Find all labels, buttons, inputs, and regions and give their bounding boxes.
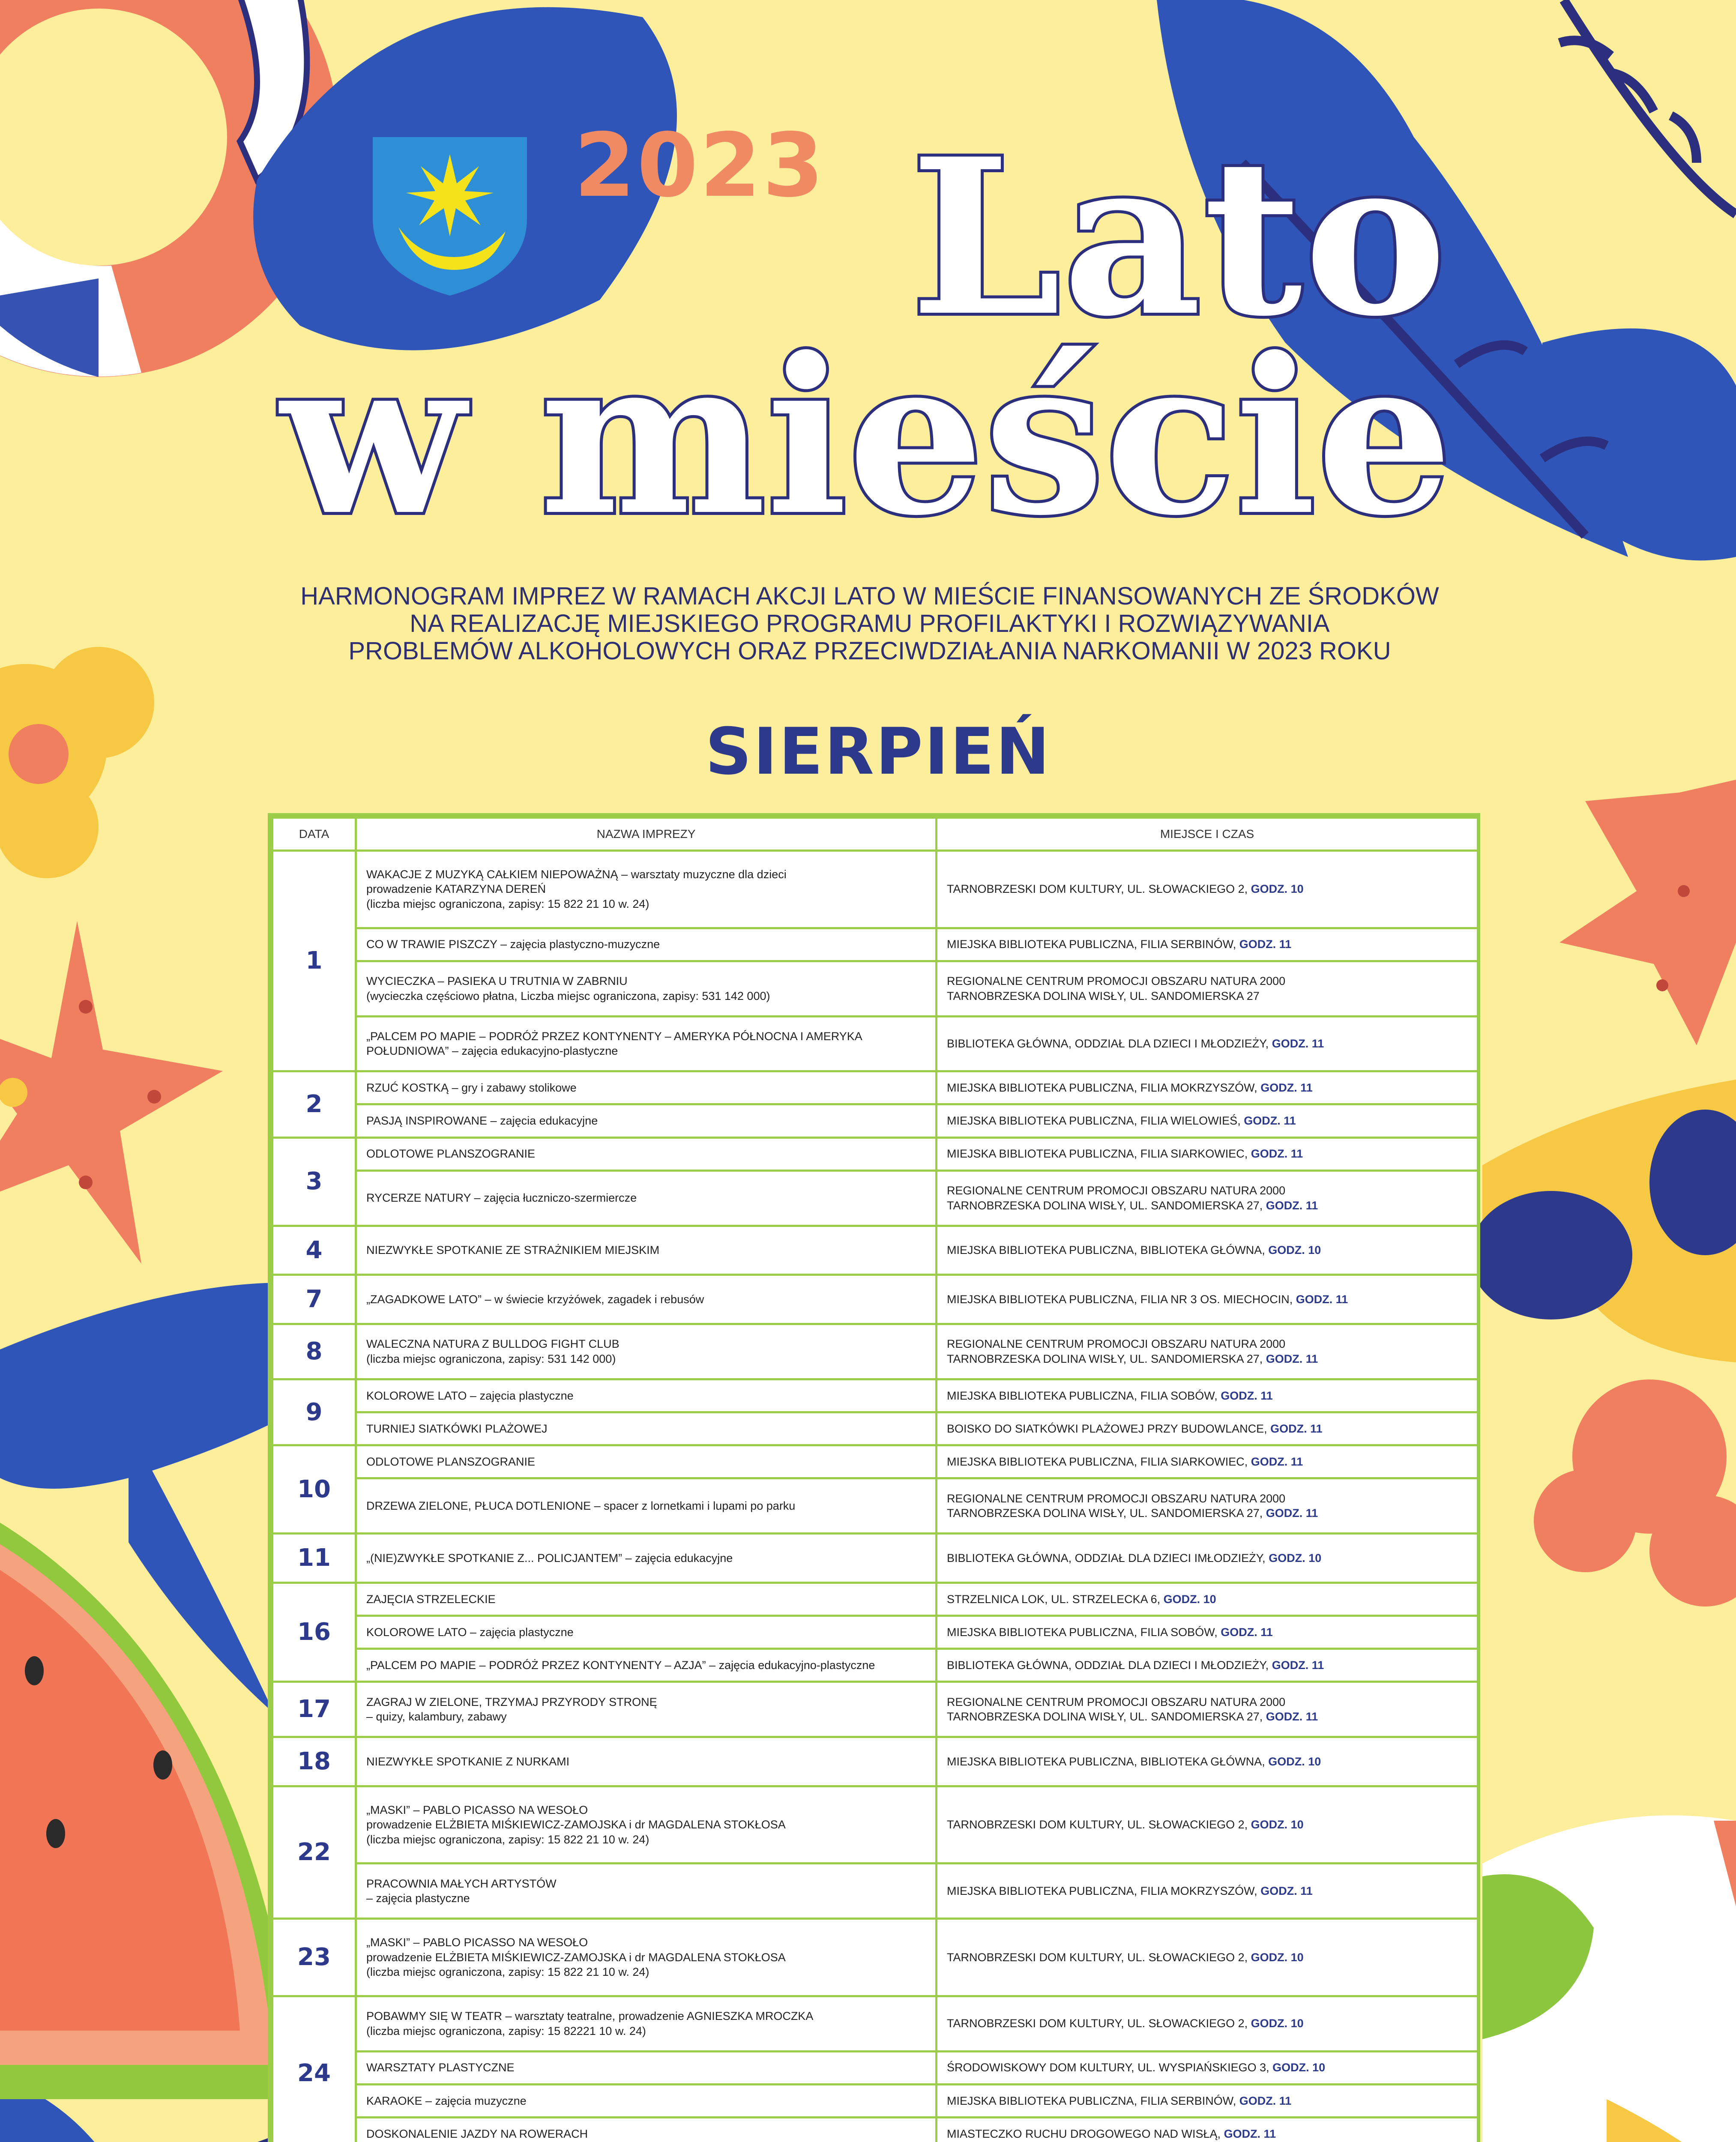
event-place-line-wrap	[947, 1352, 1467, 1367]
event-place-line-wrap	[947, 1036, 1467, 1051]
event-time: GODZ. 11	[1266, 1352, 1318, 1365]
table-row	[272, 1016, 1478, 1071]
event-name-line: ODLOTOWE PLANSZOGRANIE	[366, 1147, 536, 1161]
event-name-cell	[356, 1275, 937, 1324]
event-name-line: prowadzenie ELŻBIETA MIŚKIEWICZ-ZAMOJSKA i dr MAGDALENA STOKŁOSA	[366, 1951, 786, 1964]
starfish-icon	[1559, 780, 1736, 1045]
event-name-line: PRACOWNIA MAŁYCH ARTYSTÓW	[366, 1877, 557, 1890]
event-time: GODZ. 10	[1268, 1755, 1321, 1768]
event-name-line: ODLOTOWE PLANSZOGRANIE	[366, 1455, 536, 1468]
table-row	[272, 928, 1478, 961]
table-row	[272, 1324, 1478, 1379]
event-time: GODZ. 11	[1272, 1658, 1324, 1672]
table-row	[272, 1864, 1478, 1919]
event-place-line: ŚRODOWISKOWY DOM KULTURY, UL. WYSPIAŃSKIEGO 3,	[947, 2061, 1269, 2074]
event-time: GODZ. 10	[1272, 2061, 1326, 2074]
event-place-cell	[937, 1226, 1478, 1275]
event-name-line: POBAWMY SIĘ W TEATR – warsztaty teatralne, prowadzenie AGNIESZKA MROCZKA	[366, 2010, 814, 2023]
event-place-cell	[937, 1616, 1478, 1649]
event-place-line-wrap	[947, 1506, 1467, 1521]
event-place-line: TARNOBRZESKA DOLINA WISŁY, UL. SANDOMIERSKA 27,	[947, 1352, 1263, 1365]
event-place-cell	[937, 961, 1478, 1016]
event-date: 24	[272, 1996, 356, 2142]
table-row	[272, 1379, 1478, 1412]
event-place-line-wrap	[947, 1950, 1467, 1965]
beach-ball-icon	[1482, 1816, 1736, 2142]
event-place-line-wrap	[947, 1884, 1467, 1899]
event-name-line: KOLOROWE LATO – zajęcia plastyczne	[366, 1389, 574, 1402]
event-place-line: MIEJSKA BIBLIOTEKA PUBLICZNA, FILIA SIARKOWIEC,	[947, 1147, 1248, 1161]
event-name-cell	[356, 1104, 937, 1137]
event-place-line: MIEJSKA BIBLIOTEKA PUBLICZNA, BIBLIOTEKA GŁÓWNA,	[947, 1755, 1265, 1768]
event-place-line-wrap	[947, 1592, 1467, 1607]
event-date: 3	[272, 1137, 356, 1226]
event-place-line: TARNOBRZESKA DOLINA WISŁY, UL. SANDOMIERSKA 27,	[947, 1507, 1263, 1520]
event-name-cell	[356, 961, 937, 1016]
event-name-line: NIEZWYKŁE SPOTKANIE Z NURKAMI	[366, 1755, 570, 1768]
event-name-line: PASJĄ INSPIROWANE – zajęcia edukacyjne	[366, 1114, 598, 1128]
event-place-cell	[937, 1379, 1478, 1412]
event-place-line: TARNOBRZESKI DOM KULTURY, UL. SŁOWACKIEGO 2,	[947, 1951, 1248, 1964]
event-place-line: MIEJSKA BIBLIOTEKA PUBLICZNA, FILIA MOKRZYSZÓW,	[947, 1885, 1257, 1898]
event-place-cell	[937, 1864, 1478, 1919]
table-row	[272, 1583, 1478, 1615]
event-time: GODZ. 11	[1221, 1625, 1273, 1639]
event-name-line: ZAGRAJ W ZIELONE, TRZYMAJ PRZYRODY STRONĘ	[366, 1695, 657, 1708]
event-date: 9	[272, 1379, 356, 1445]
event-name-cell	[356, 1478, 937, 1534]
table-row	[272, 1682, 1478, 1737]
event-place-cell	[937, 1137, 1478, 1170]
sunglasses-icon	[1470, 1080, 1736, 1362]
event-name-cell	[356, 1137, 937, 1170]
table-row	[272, 1170, 1478, 1226]
subtitle-line: HARMONOGRAM IMPREZ W RAMACH AKCJI LATO W MIEŚCIE FINANSOWANYCH ZE ŚRODKÓW	[300, 582, 1439, 610]
month-heading: SIERPIEŃ	[705, 715, 1051, 789]
event-name-line: RZUĆ KOSTKĄ – gry i zabawy stolikowe	[366, 1081, 577, 1095]
event-place-line: MIEJSKA BIBLIOTEKA PUBLICZNA, FILIA NR 3 OS. MIECHOCIN,	[947, 1292, 1293, 1306]
event-place-cell	[937, 1649, 1478, 1682]
event-name-cell	[356, 2117, 937, 2142]
event-place-line-wrap	[947, 1198, 1467, 1213]
event-time: GODZ. 11	[1266, 1199, 1318, 1212]
event-name-line: POŁUDNIOWA” – zajęcia edukacyjno-plastyczne	[366, 1044, 618, 1058]
event-time: GODZ. 10	[1268, 1244, 1321, 1257]
event-place-line: MIEJSKA BIBLIOTEKA PUBLICZNA, BIBLIOTEKA GŁÓWNA,	[947, 1244, 1265, 1257]
event-place-cell	[937, 2117, 1478, 2142]
event-name-line: WALECZNA NATURA Z BULLDOG FIGHT CLUB	[366, 1337, 620, 1351]
event-name-cell	[356, 1445, 937, 1478]
event-name-line: „PALCEM PO MAPIE – PODRÓŻ PRZEZ KONTYNENTY – AZJA” – zajęcia edukacyjno-plastyczne	[366, 1658, 875, 1672]
event-place-cell	[937, 1016, 1478, 1071]
flower-icon	[0, 647, 154, 878]
event-place-line-wrap	[947, 1658, 1467, 1673]
watermelon-icon	[0, 1512, 300, 2099]
event-time: GODZ. 11	[1266, 1507, 1318, 1520]
table-row	[272, 1071, 1478, 1104]
event-time: GODZ. 11	[1270, 1422, 1323, 1435]
flower-icon	[1534, 1379, 1736, 1606]
event-place-line: BIBLIOTEKA GŁÓWNA, ODDZIAŁ DLA DZIECI I MŁODZIEŻY,	[947, 1658, 1269, 1672]
event-place-line: REGIONALNE CENTRUM PROMOCJI OBSZARU NATURA 2000	[947, 1184, 1286, 1197]
event-name-line: TURNIEJ SIATKÓWKI PLAŻOWEJ	[366, 1422, 548, 1435]
event-name-line: (liczba miejsc ograniczona, zapisy: 15 82221 10 w. 24)	[366, 2024, 646, 2037]
event-place-line: MIEJSKA BIBLIOTEKA PUBLICZNA, FILIA SERBINÓW,	[947, 938, 1236, 951]
event-place-line-wrap	[947, 2016, 1467, 2031]
event-place-line: MIEJSKA BIBLIOTEKA PUBLICZNA, FILIA SERBINÓW,	[947, 2094, 1236, 2107]
event-place-line: REGIONALNE CENTRUM PROMOCJI OBSZARU NATURA 2000	[947, 1695, 1286, 1708]
subtitle-line: NA REALIZACJĘ MIEJSKIEGO PROGRAMU PROFILAKTYKI I ROZWIĄZYWANIA	[410, 610, 1330, 637]
event-name-cell	[356, 1616, 937, 1649]
event-time: GODZ. 11	[1239, 2094, 1292, 2107]
event-time: GODZ. 10	[1251, 883, 1304, 896]
event-date: 1	[272, 851, 356, 1071]
event-date: 4	[272, 1226, 356, 1275]
column-header-date: DATA	[272, 818, 356, 851]
event-place-line: TARNOBRZESKI DOM KULTURY, UL. SŁOWACKIEGO 2,	[947, 883, 1248, 896]
table-row	[272, 1534, 1478, 1583]
table-header-row	[272, 818, 1478, 851]
event-place-cell	[937, 1071, 1478, 1104]
event-name-line: (wycieczka częściowo płatna, Liczba miejsc ograniczona, zapisy: 531 142 000)	[366, 989, 770, 1002]
event-time: GODZ. 10	[1251, 1951, 1304, 1964]
event-name-cell	[356, 1583, 937, 1615]
table-row	[272, 851, 1478, 928]
event-time: GODZ. 10	[1269, 1551, 1322, 1565]
event-name-cell	[356, 1919, 937, 1996]
event-place-line: REGIONALNE CENTRUM PROMOCJI OBSZARU NATURA 2000	[947, 975, 1286, 988]
event-place-line: BIBLIOTEKA GŁÓWNA, ODDZIAŁ DLA DZIECI IMŁODZIEŻY,	[947, 1551, 1266, 1565]
event-name-cell	[356, 2084, 937, 2117]
event-date: 10	[272, 1445, 356, 1534]
event-name-cell	[356, 1016, 937, 1071]
event-time: GODZ. 10	[1251, 1818, 1304, 1831]
event-place-line: MIEJSKA BIBLIOTEKA PUBLICZNA, FILIA SOBÓW,	[947, 1389, 1218, 1402]
column-header-event: NAZWA IMPREZY	[356, 818, 937, 851]
event-name-line: „MASKI” – PABLO PICASSO NA WESOŁO	[366, 1803, 588, 1816]
table-row	[272, 1996, 1478, 2051]
event-name-cell	[356, 1379, 937, 1412]
event-place-cell	[937, 2051, 1478, 2084]
event-time: GODZ. 11	[1244, 1114, 1296, 1128]
event-name-line: DOSKONALENIE JAZDY NA ROWERACH	[366, 2127, 588, 2140]
event-time: GODZ. 10	[1163, 1592, 1216, 1606]
event-place-line: TARNOBRZESKI DOM KULTURY, UL. SŁOWACKIEGO 2,	[947, 1818, 1248, 1831]
event-time: GODZ. 11	[1296, 1292, 1348, 1306]
event-place-line-wrap	[947, 1421, 1467, 1436]
event-time: GODZ. 11	[1260, 1081, 1313, 1095]
event-time: GODZ. 11	[1272, 1037, 1324, 1050]
event-time: GODZ. 11	[1266, 1710, 1318, 1723]
event-place-cell	[937, 1786, 1478, 1864]
table-row	[272, 1649, 1478, 1682]
event-name-line: CO W TRAWIE PISZCZY – zajęcia plastyczno-muzyczne	[366, 938, 660, 951]
table-row	[272, 1104, 1478, 1137]
event-place-line-wrap	[947, 1551, 1467, 1566]
event-name-line: (liczba miejsc ograniczona, zapisy: 15 822 21 10 w. 24)	[366, 1965, 650, 1979]
event-place-cell	[937, 1478, 1478, 1534]
schedule-table-container	[268, 813, 1480, 2142]
subtitle	[300, 583, 1440, 665]
event-place-line-wrap	[947, 1080, 1467, 1095]
event-place-line-wrap	[947, 1709, 1467, 1724]
table-row	[272, 1786, 1478, 1864]
event-name-cell	[356, 1864, 937, 1919]
event-place-line-wrap	[947, 2060, 1467, 2075]
table-row	[272, 1275, 1478, 1324]
event-time: GODZ. 11	[1251, 1147, 1303, 1161]
event-place-cell	[937, 1996, 1478, 2051]
event-name-cell	[356, 1682, 937, 1737]
event-date: 8	[272, 1324, 356, 1379]
event-place-line-wrap	[947, 1113, 1467, 1128]
subtitle-line: PROBLEMÓW ALKOHOLOWYCH ORAZ PRZECIWDZIAŁANIA NARKOMANII W 2023 ROKU	[348, 637, 1391, 665]
event-place-line-wrap	[947, 1292, 1467, 1307]
event-place-line: REGIONALNE CENTRUM PROMOCJI OBSZARU NATURA 2000	[947, 1492, 1286, 1505]
event-date: 17	[272, 1682, 356, 1737]
event-name-cell	[356, 851, 937, 928]
event-place-cell	[937, 928, 1478, 961]
event-name-cell	[356, 2051, 937, 2084]
column-header-place: MIEJSCE I CZAS	[937, 818, 1478, 851]
event-time: GODZ. 10	[1251, 2017, 1304, 2030]
event-place-line-wrap	[947, 1625, 1467, 1640]
event-place-line: MIEJSKA BIBLIOTEKA PUBLICZNA, FILIA WIELOWIEŚ,	[947, 1114, 1241, 1128]
table-row	[272, 1412, 1478, 1445]
event-name-cell	[356, 1412, 937, 1445]
event-name-line: DRZEWA ZIELONE, PŁUCA DOTLENIONE – spacer z lornetkami i lupami po parku	[366, 1499, 796, 1512]
table-row	[272, 1478, 1478, 1534]
event-name-cell	[356, 1226, 937, 1275]
event-place-cell	[937, 1534, 1478, 1583]
event-name-line: „PALCEM PO MAPIE – PODRÓŻ PRZEZ KONTYNENTY – AMERYKA PÓŁNOCNA I AMERYKA	[366, 1029, 862, 1043]
event-place-line: TARNOBRZESKA DOLINA WISŁY, UL. SANDOMIERSKA 27,	[947, 1710, 1263, 1723]
event-place-line: TARNOBRZESKA DOLINA WISŁY, UL. SANDOMIERSKA 27,	[947, 1199, 1263, 1212]
event-place-line: TARNOBRZESKI DOM KULTURY, UL. SŁOWACKIEGO 2,	[947, 2017, 1248, 2030]
event-name-cell	[356, 1071, 937, 1104]
event-place-line-wrap	[947, 882, 1467, 897]
event-name-cell	[356, 1649, 937, 1682]
event-place-line-wrap	[947, 1388, 1467, 1403]
event-name-line: – zajęcia plastyczne	[366, 1892, 470, 1905]
event-name-cell	[356, 1737, 937, 1786]
event-date: 11	[272, 1534, 356, 1583]
event-place-line-wrap	[947, 2094, 1467, 2109]
table-row	[272, 1226, 1478, 1275]
table-row	[272, 1737, 1478, 1786]
table-row	[272, 961, 1478, 1016]
event-name-cell	[356, 1534, 937, 1583]
event-name-cell	[356, 928, 937, 961]
title-line-1: Lato	[910, 112, 1449, 363]
event-place-line: MIEJSKA BIBLIOTEKA PUBLICZNA, FILIA SIARKOWIEC,	[947, 1455, 1248, 1468]
event-place-cell	[937, 2084, 1478, 2117]
event-place-line: MIASTECZKO RUCHU DROGOWEGO NAD WISŁĄ,	[947, 2127, 1221, 2140]
event-place-cell	[937, 1104, 1478, 1137]
table-row	[272, 2084, 1478, 2117]
event-place-line-wrap	[947, 1146, 1467, 1161]
event-time: GODZ. 11	[1260, 1885, 1313, 1898]
title-line-2: w mieście	[281, 311, 1453, 562]
event-place-cell	[937, 1737, 1478, 1786]
event-place-cell	[937, 851, 1478, 928]
event-place-cell	[937, 1412, 1478, 1445]
event-name-line: „MASKI” – PABLO PICASSO NA WESOŁO	[366, 1936, 588, 1949]
table-row	[272, 1137, 1478, 1170]
event-place-line: REGIONALNE CENTRUM PROMOCJI OBSZARU NATURA 2000	[947, 1337, 1286, 1351]
event-name-line: „ZAGADKOWE LATO” – w świecie krzyżówek, zagadek i rebusów	[366, 1292, 704, 1306]
table-row	[272, 1919, 1478, 1996]
event-name-cell	[356, 1996, 937, 2051]
event-date: 18	[272, 1737, 356, 1786]
schedule-body	[272, 851, 1478, 2142]
event-name-line: WYCIECZKA – PASIEKA U TRUTNIA W ZABRNIU	[366, 975, 628, 988]
event-name-line: (liczba miejsc ograniczona, zapisy: 15 822 21 10 w. 24)	[366, 1833, 650, 1846]
schedule-table	[271, 817, 1479, 2142]
event-name-line: (liczba miejsc ograniczona, zapisy: 15 822 21 10 w. 24)	[366, 897, 650, 911]
event-place-line: BIBLIOTEKA GŁÓWNA, ODDZIAŁ DLA DZIECI I MŁODZIEŻY,	[947, 1037, 1269, 1050]
event-place-line-wrap	[947, 1243, 1467, 1258]
event-place-cell	[937, 1445, 1478, 1478]
event-name-line: ZAJĘCIA STRZELECKIE	[366, 1592, 496, 1606]
event-name-line: WAKACJE Z MUZYKĄ CAŁKIEM NIEPOWAŻNĄ – warsztaty muzyczne dla dzieci	[366, 868, 787, 881]
event-place-cell	[937, 1919, 1478, 1996]
event-date: 22	[272, 1786, 356, 1918]
event-name-line: NIEZWYKŁE SPOTKANIE ZE STRAŻNIKIEM MIEJSKIM	[366, 1244, 660, 1257]
event-date: 23	[272, 1919, 356, 1996]
event-place-cell	[937, 1682, 1478, 1737]
table-row	[272, 1616, 1478, 1649]
event-place-line-wrap	[947, 1754, 1467, 1769]
event-place-cell	[937, 1324, 1478, 1379]
event-name-line: „(NIE)ZWYKŁE SPOTKANIE Z... POLICJANTEM” – zajęcia edukacyjne	[366, 1551, 733, 1565]
event-name-cell	[356, 1786, 937, 1864]
event-date: 16	[272, 1583, 356, 1681]
table-row	[272, 2117, 1478, 2142]
starfish-icon	[0, 921, 223, 1264]
event-name-cell	[356, 1170, 937, 1226]
event-place-line: BOISKO DO SIATKÓWKI PLAŻOWEJ PRZY BUDOWLANCE,	[947, 1422, 1267, 1435]
event-name-line: prowadzenie ELŻBIETA MIŚKIEWICZ-ZAMOJSKA i dr MAGDALENA STOKŁOSA	[366, 1818, 786, 1831]
event-name-line: – quizy, kalambury, zabawy	[366, 1710, 507, 1723]
event-name-line: (liczba miejsc ograniczona, zapisy: 531 142 000)	[366, 1352, 616, 1365]
event-place-cell	[937, 1275, 1478, 1324]
event-name-line: KOLOROWE LATO – zajęcia plastyczne	[366, 1625, 574, 1639]
event-date: 2	[272, 1071, 356, 1137]
event-time: GODZ. 11	[1251, 1455, 1303, 1468]
event-name-line: prowadzenie KATARZYNA DEREŃ	[366, 883, 546, 896]
event-name-line: KARAOKE – zajęcia muzyczne	[366, 2094, 527, 2107]
year-label: 2023	[574, 115, 826, 217]
table-row	[272, 2051, 1478, 2084]
event-name-cell	[356, 1324, 937, 1379]
event-place-line-wrap	[947, 937, 1467, 952]
event-place-cell	[937, 1170, 1478, 1226]
event-time: GODZ. 11	[1239, 938, 1292, 951]
event-date: 7	[272, 1275, 356, 1324]
event-place-line: MIEJSKA BIBLIOTEKA PUBLICZNA, FILIA MOKRZYSZÓW,	[947, 1081, 1257, 1095]
event-place-line: STRZELNICA LOK, UL. STRZELECKA 6,	[947, 1592, 1161, 1606]
event-place-line-wrap	[947, 2127, 1467, 2142]
event-place-line-wrap	[947, 1454, 1467, 1469]
table-row	[272, 1445, 1478, 1478]
city-logo-icon	[368, 129, 531, 300]
event-place-line-wrap	[947, 1817, 1467, 1832]
event-name-line: WARSZTATY PLASTYCZNE	[366, 2061, 515, 2074]
event-place-cell	[937, 1583, 1478, 1615]
event-name-line: RYCERZE NATURY – zajęcia łuczniczo-szermiercze	[366, 1191, 637, 1205]
event-place-line: MIEJSKA BIBLIOTEKA PUBLICZNA, FILIA SOBÓW,	[947, 1625, 1218, 1639]
event-time: GODZ. 11	[1221, 1389, 1273, 1402]
event-place-line: TARNOBRZESKA DOLINA WISŁY, UL. SANDOMIERSKA 27	[947, 989, 1260, 1002]
event-time: GODZ. 11	[1224, 2127, 1276, 2140]
